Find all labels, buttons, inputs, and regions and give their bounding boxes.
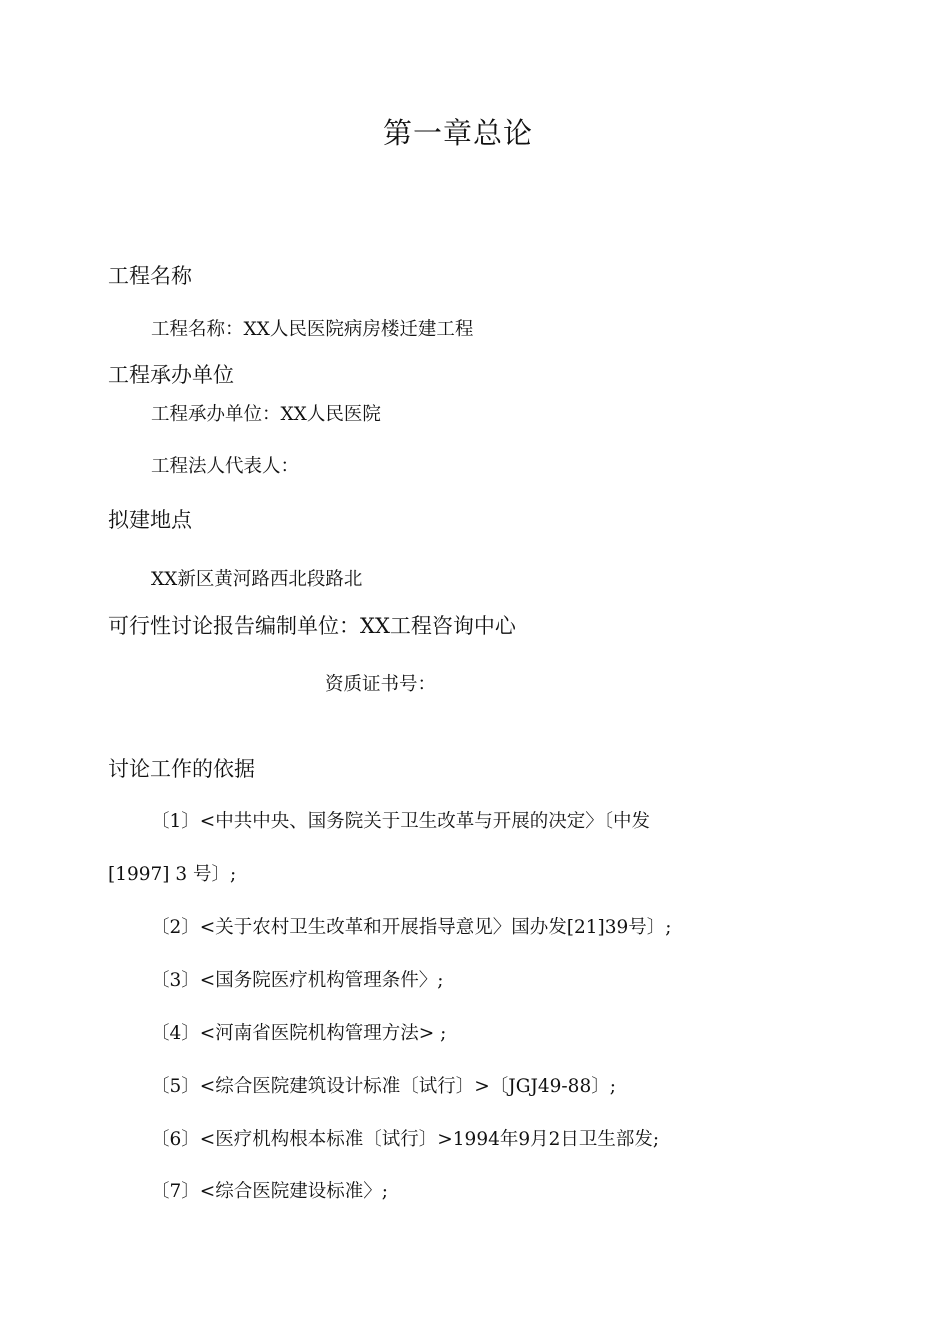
basis-item-5: 〔5〕<综合医院建筑设计标准〔试行〕>〔JGJ49-88〕; bbox=[151, 1076, 616, 1097]
site-address: XX新区黄河路西北段路北 bbox=[151, 569, 363, 590]
basis-item-1-part2: [1997] 3 号〕; bbox=[108, 864, 237, 885]
undertaking-unit-line: 工程承办单位：XX人民医院 bbox=[151, 404, 381, 425]
heading-project-name: 工程名称 bbox=[108, 264, 192, 288]
basis-item-1-part1: 〔1〕<中共中央、国务院关于卫生改革与开展的决定〉〔中发 bbox=[151, 811, 651, 832]
chapter-title: 第一章总论 bbox=[382, 116, 533, 150]
basis-item-4: 〔4〕<河南省医院机构管理方法> ; bbox=[151, 1023, 447, 1044]
certificate-line: 资质证书号： bbox=[325, 674, 437, 695]
report-compiler-line: 可行性讨论报告编制单位：XX工程咨询中心 bbox=[108, 614, 516, 638]
basis-item-7: 〔7〕<综合医院建设标准〉; bbox=[151, 1181, 389, 1202]
heading-site: 拟建地点 bbox=[108, 508, 192, 532]
heading-basis: 讨论工作的依据 bbox=[108, 757, 255, 781]
basis-item-3: 〔3〕<国务院医疗机构管理条件〉; bbox=[151, 970, 444, 991]
legal-rep-line: 工程法人代表人： bbox=[151, 456, 300, 477]
heading-undertaking-unit: 工程承办单位 bbox=[108, 363, 234, 387]
project-name-line: 工程名称：XX人民医院病房楼迁建工程 bbox=[151, 319, 474, 340]
basis-item-6: 〔6〕<医疗机构根本标准〔试行〕>1994年9月2日卫生部发; bbox=[151, 1129, 660, 1150]
basis-item-2: 〔2〕<关于农村卫生改革和开展指导意见〉国办发[21]39号〕; bbox=[151, 917, 672, 938]
